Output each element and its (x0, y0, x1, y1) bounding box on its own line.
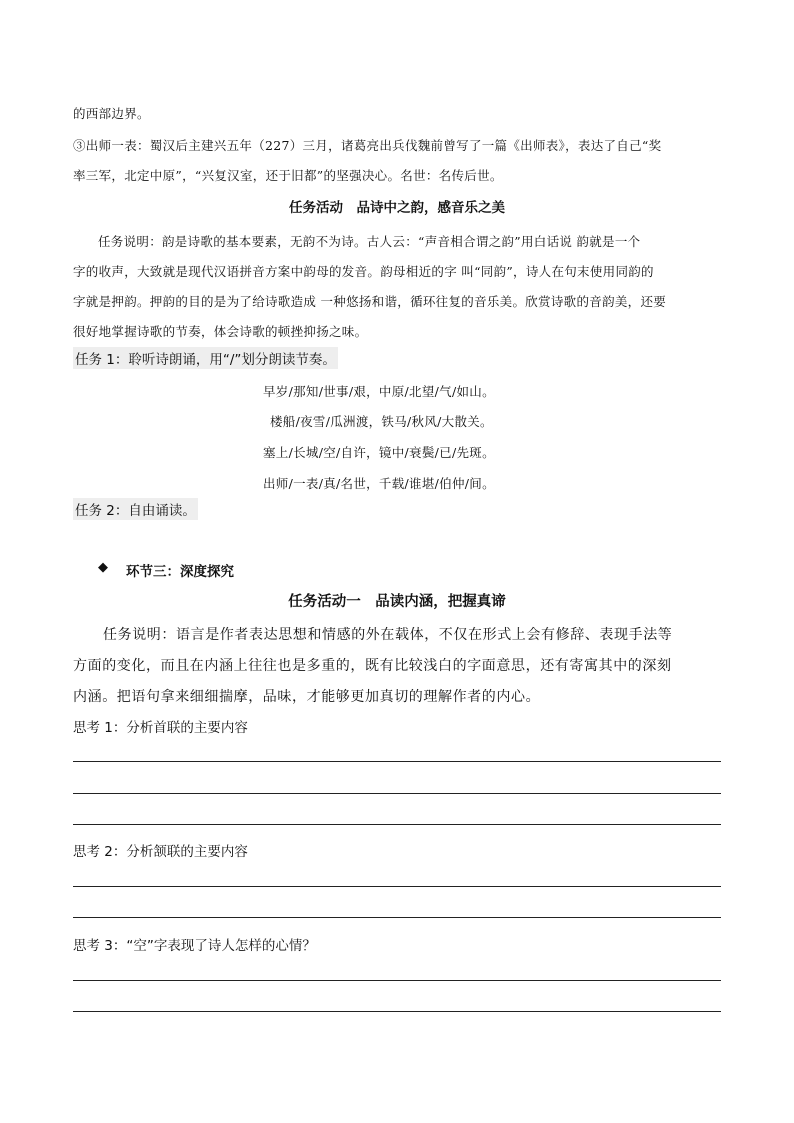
activity-music-desc-2: 字的收声，大致就是现代汉语拼音方案中韵母的发音。韵母相近的字 叫“同韵”，诗人在句末使用同韵的 (73, 264, 654, 279)
poem-line-2: 楼船/夜雪/瓜洲渡，铁马/秋风/大散关。 (270, 414, 493, 429)
activity-music-title: 任务活动 品诗中之韵，感音乐之美 (289, 200, 505, 216)
activity-music-desc-4: 很好地掌握诗歌的节奏，体会诗歌的顿挫抑扬之味。 (73, 324, 368, 339)
activity-deep-desc-1: 任务说明：语言是作者表达思想和情感的外在载体，不仅在形式上会有修辞、表现手法等 (103, 627, 673, 643)
answer-line[interactable] (73, 886, 721, 887)
activity-deep-desc-2: 方面的变化，而且在内涵上往往也是多重的，既有比较浅白的字面意思，还有寄寓其中的深刻 (73, 658, 672, 674)
task-1-text: 任务 1：聆听诗朗诵，用“/”划分朗读节奏。 (73, 347, 338, 369)
task-2-text: 任务 2：自由诵读。 (73, 498, 198, 520)
answer-line[interactable] (73, 980, 721, 981)
answer-line[interactable] (73, 1011, 721, 1012)
activity-deep-desc-3: 内涵。把语句拿来细细揣摩，品味，才能够更加真切的理解作者的内心。 (73, 689, 541, 705)
intro-line-1: 的西部边界。 (73, 106, 150, 121)
activity-music-desc-1: 任务说明：韵是诗歌的基本要素，无韵不为诗。古人云：“声音相合谓之韵”用白话说 韵就是一个 (98, 234, 641, 249)
poem-line-3: 塞上/长城/空/自许，镜中/衰鬓/已/先斑。 (263, 445, 495, 460)
activity-deep-title: 任务活动一 品读内涵，把握真谛 (288, 593, 506, 610)
poem-line-4: 出师/一表/真/名世，千载/谁堪/伯仲/间。 (263, 476, 495, 491)
answer-line[interactable] (73, 824, 721, 825)
activity-music-desc-3: 字就是押韵。押韵的目的是为了给诗歌造成 一种悠扬和谐，循环往复的音乐美。欣赏诗歌的音韵美，还要 (73, 294, 667, 309)
think-2-prompt: 思考 2：分析颔联的主要内容 (73, 844, 248, 860)
poem-line-1: 早岁/那知/世事/艰，中原/北望/气/如山。 (263, 384, 495, 399)
answer-line[interactable] (73, 793, 721, 794)
section-heading: 环节三：深度探究 (126, 564, 234, 580)
intro-line-2: ③出师一表：蜀汉后主建兴五年（227）三月，诸葛亮出兵伐魏前曾写了一篇《出师表》，表达了自己“奖 (73, 138, 662, 153)
think-3-prompt: 思考 3：“空”字表现了诗人怎样的心情？ (73, 938, 316, 954)
think-1-prompt: 思考 1：分析首联的主要内容 (73, 720, 248, 736)
answer-line[interactable] (73, 917, 721, 918)
answer-line[interactable] (73, 761, 721, 762)
bullet-diamond-icon: ◆ (98, 560, 108, 575)
intro-line-3: 率三军，北定中原”，“兴复汉室，还于旧都”的坚强决心。名世：名传后世。 (73, 168, 503, 183)
